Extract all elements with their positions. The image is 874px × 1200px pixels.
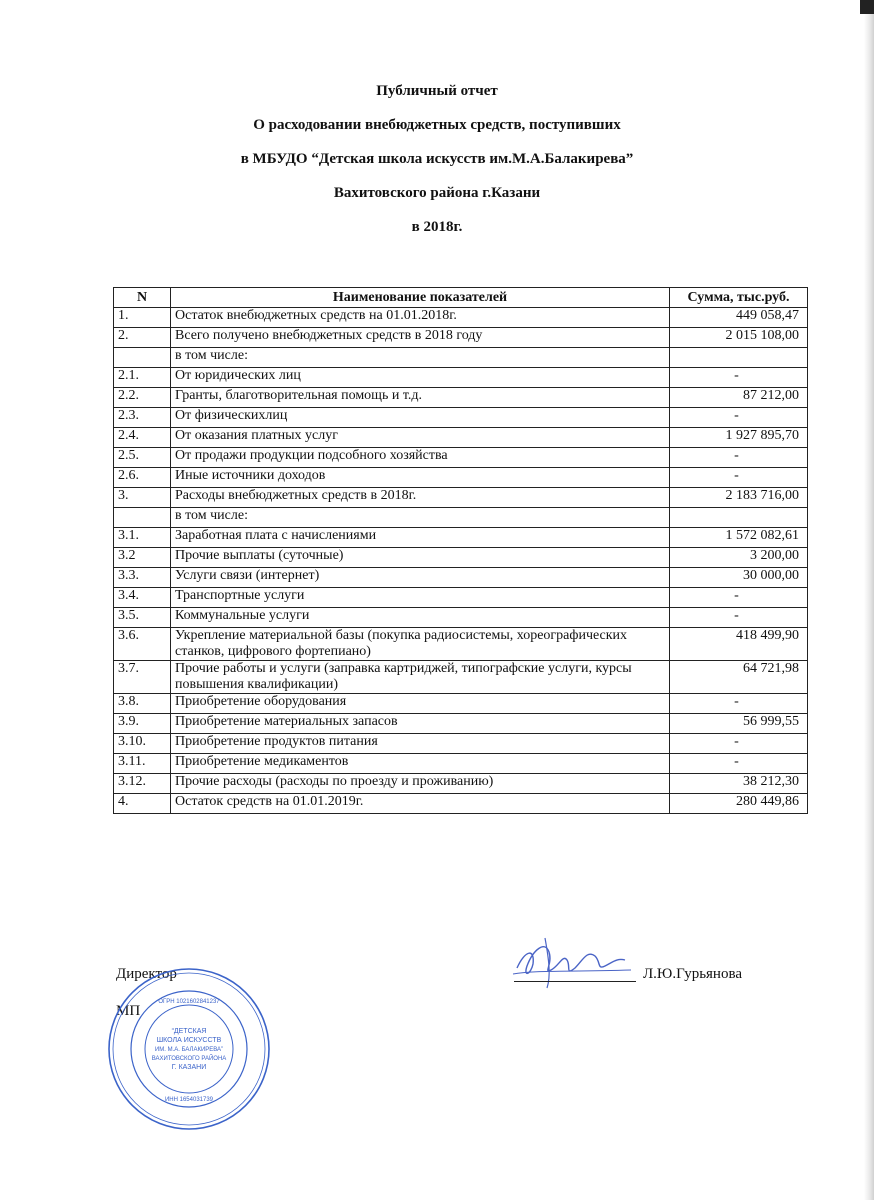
header-num: N: [114, 288, 171, 308]
table-row: [114, 608, 808, 628]
table-row: [114, 528, 808, 548]
table-row: [114, 428, 808, 448]
title-line-4: Вахитовского района г.Казани: [333, 185, 541, 201]
table-row: [114, 568, 808, 588]
organization-stamp: [105, 965, 273, 1133]
row-name: Остаток средств на 01.01.2019г.: [171, 794, 670, 814]
row-sum: -: [670, 468, 808, 488]
row-name: Прочие расходы (расходы по проезду и проживанию): [171, 774, 670, 794]
row-number: 3.5.: [114, 608, 171, 628]
title-line-2: О расходовании внебюджетных средств, поступивших: [253, 117, 621, 133]
stamp-line-2: ШКОЛА ИСКУССТВ: [156, 1037, 222, 1044]
row-sum: 280 449,86: [670, 794, 808, 814]
row-number: 3.1.: [114, 528, 171, 548]
row-sum: 87 212,00: [670, 388, 808, 408]
row-number: 3.6.: [114, 628, 171, 661]
table-row: [114, 328, 808, 348]
row-number: 2.1.: [114, 368, 171, 388]
row-name: От физическихлиц: [171, 408, 670, 428]
table-row: [114, 628, 808, 661]
stamp-ogrn: ОГРН 1021602841237: [158, 999, 220, 1005]
table-row: [114, 348, 808, 368]
row-sum: 64 721,98: [670, 661, 808, 694]
row-sum: 1 927 895,70: [670, 428, 808, 448]
table-row: [114, 754, 808, 774]
row-name: Иные источники доходов: [171, 468, 670, 488]
row-sum: -: [670, 754, 808, 774]
title-line-3: в МБУДО “Детская школа искусств им.М.А.Балакирева”: [240, 151, 634, 167]
stamp-line-4: ВАХИТОВСКОГО РАЙОНА: [151, 1056, 227, 1062]
row-sum: -: [670, 734, 808, 754]
table-row: [114, 588, 808, 608]
table-row: [114, 448, 808, 468]
row-number: 4.: [114, 794, 171, 814]
row-sum: -: [670, 408, 808, 428]
title-line-1: Публичный отчет: [376, 83, 498, 99]
director-label: Директор: [116, 966, 177, 982]
row-sum: 2 015 108,00: [670, 328, 808, 348]
signature-line: [514, 981, 636, 982]
row-number: 2.6.: [114, 468, 171, 488]
row-number: 3.3.: [114, 568, 171, 588]
row-name: Прочие выплаты (суточные): [171, 548, 670, 568]
row-number: [114, 508, 171, 528]
title-line-5: в 2018г.: [411, 219, 463, 235]
row-name: Услуги связи (интернет): [171, 568, 670, 588]
table-row: [114, 734, 808, 754]
row-name: Прочие работы и услуги (заправка картриджей, типографские услуги, курсы повышения квалификации): [171, 661, 670, 694]
row-sum: 418 499,90: [670, 628, 808, 661]
table-row: [114, 548, 808, 568]
table-row: [114, 694, 808, 714]
row-name: Гранты, благотворительная помощь и т.д.: [171, 388, 670, 408]
row-name: Остаток внебюджетных средств на 01.01.2018г.: [171, 308, 670, 328]
row-name: Расходы внебюджетных средств в 2018г.: [171, 488, 670, 508]
row-sum: 38 212,30: [670, 774, 808, 794]
stamp-inn: ИНН 1654031739: [164, 1097, 214, 1103]
table-row: [114, 468, 808, 488]
row-number: 3.8.: [114, 694, 171, 714]
row-sum: 30 000,00: [670, 568, 808, 588]
table-header-row: [114, 288, 808, 308]
stamp-line-1: “ДЕТСКАЯ: [171, 1028, 207, 1035]
row-name: Всего получено внебюджетных средств в 2018 году: [171, 328, 670, 348]
header-sum: Сумма, тыс.руб.: [670, 288, 808, 308]
row-name: От юридических лиц: [171, 368, 670, 388]
table-row: [114, 774, 808, 794]
row-sum: -: [670, 448, 808, 468]
row-number: 3.4.: [114, 588, 171, 608]
table-row: [114, 388, 808, 408]
table-row: [114, 661, 808, 694]
table-row: [114, 508, 808, 528]
row-sum: 56 999,55: [670, 714, 808, 734]
row-name: Приобретение продуктов питания: [171, 734, 670, 754]
table-row: [114, 488, 808, 508]
row-name: в том числе:: [171, 348, 670, 368]
row-number: 1.: [114, 308, 171, 328]
row-number: 2.4.: [114, 428, 171, 448]
signer-name: Л.Ю.Гурьянова: [643, 966, 743, 982]
row-name: От продажи продукции подсобного хозяйства: [171, 448, 670, 468]
row-sum: 3 200,00: [670, 548, 808, 568]
row-name: Коммунальные услуги: [171, 608, 670, 628]
row-number: 3.11.: [114, 754, 171, 774]
row-number: 2.3.: [114, 408, 171, 428]
row-sum: -: [670, 368, 808, 388]
row-sum: -: [670, 694, 808, 714]
row-name: От оказания платных услуг: [171, 428, 670, 448]
row-name: Транспортные услуги: [171, 588, 670, 608]
row-sum: -: [670, 588, 808, 608]
row-number: 2.: [114, 328, 171, 348]
row-number: [114, 348, 171, 368]
row-sum: 449 058,47: [670, 308, 808, 328]
expense-report-table: [113, 287, 808, 814]
header-name: Наименование показателей: [171, 288, 670, 308]
row-number: 3.2: [114, 548, 171, 568]
table-row: [114, 308, 808, 328]
row-name: Укрепление материальной базы (покупка радиосистемы, хореографических станков, цифрового фортепиано): [171, 628, 670, 661]
table-row: [114, 794, 808, 814]
table-row: [114, 714, 808, 734]
report-title: [0, 82, 874, 252]
row-sum: [670, 508, 808, 528]
row-number: 2.5.: [114, 448, 171, 468]
row-name: в том числе:: [171, 508, 670, 528]
row-number: 3.10.: [114, 734, 171, 754]
table-row: [114, 408, 808, 428]
row-number: 3.7.: [114, 661, 171, 694]
row-name: Приобретение материальных запасов: [171, 714, 670, 734]
row-name: Приобретение медикаментов: [171, 754, 670, 774]
row-number: 3.9.: [114, 714, 171, 734]
stamp-line-5: Г. КАЗАНИ: [171, 1064, 207, 1071]
row-sum: [670, 348, 808, 368]
row-number: 3.12.: [114, 774, 171, 794]
scan-corner-mark: [860, 0, 874, 14]
row-name: Приобретение оборудования: [171, 694, 670, 714]
stamp-line-3: ИМ. М.А. БАЛАКИРЕВА”: [154, 1047, 224, 1053]
mp-label: МП: [116, 1003, 141, 1019]
table-body: [114, 308, 808, 814]
row-number: 2.2.: [114, 388, 171, 408]
row-sum: 2 183 716,00: [670, 488, 808, 508]
row-name: Заработная плата с начислениями: [171, 528, 670, 548]
table-row: [114, 368, 808, 388]
row-sum: -: [670, 608, 808, 628]
row-sum: 1 572 082,61: [670, 528, 808, 548]
row-number: 3.: [114, 488, 171, 508]
